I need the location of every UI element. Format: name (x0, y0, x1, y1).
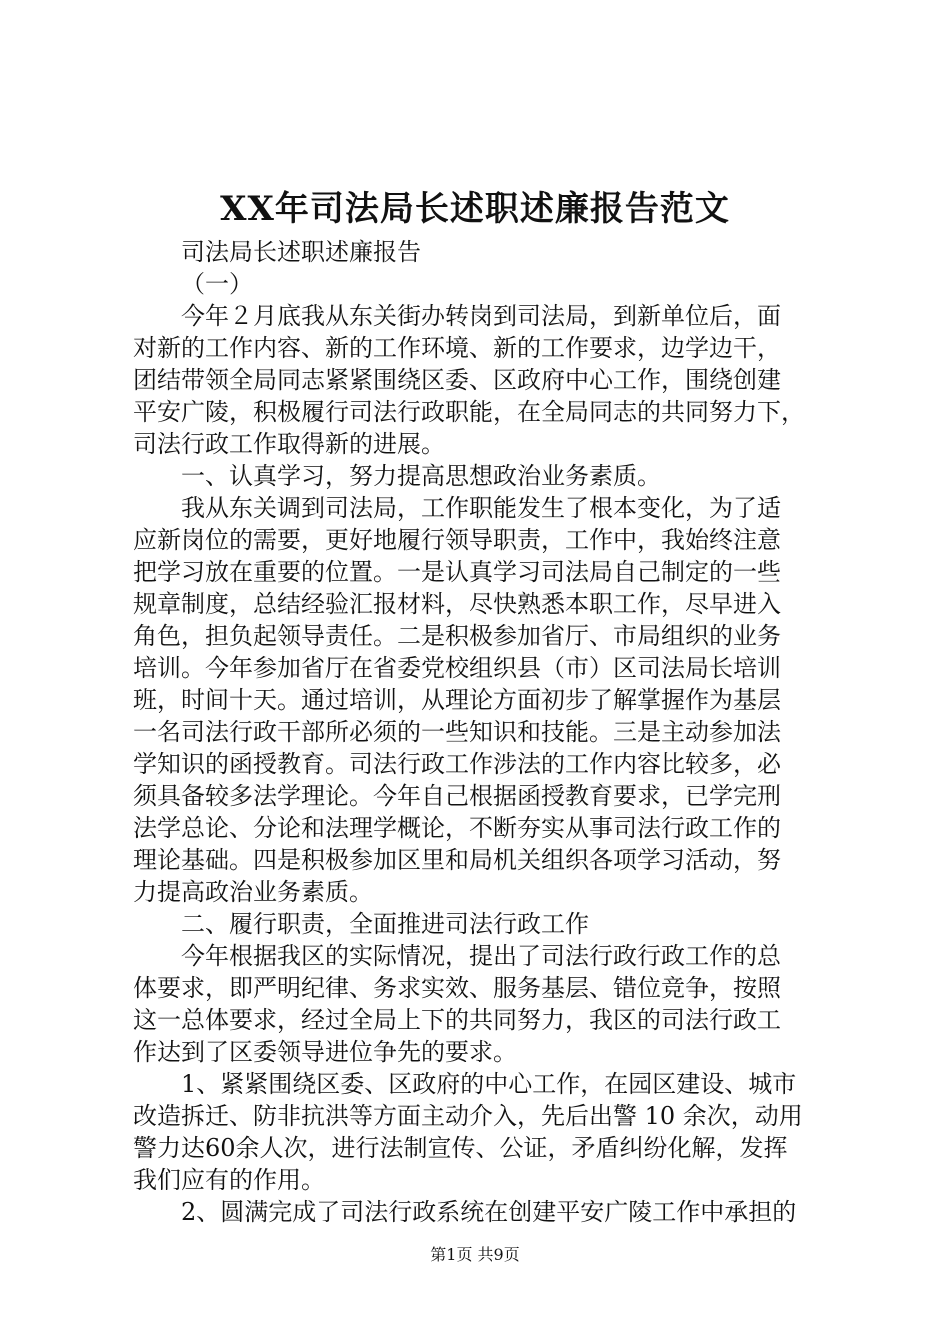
text-line: 规章制度，总结经验汇报材料，尽快熟悉本职工作，尽早进入 (133, 590, 781, 618)
text-line: 培训。今年参加省厅在省委党校组织县（市）区司法局长培训 (133, 654, 781, 682)
text-line: 这一总体要求，经过全局上下的共同努力，我区的司法行政工 (133, 1006, 781, 1034)
text-line: 我从东关调到司法局，工作职能发生了根本变化，为了适 (181, 494, 781, 522)
text-line: 我们应有的作用。 (133, 1166, 325, 1194)
document-body (133, 236, 833, 1228)
text-line: 力提高政治业务素质。 (133, 878, 373, 906)
text-line: 把学习放在重要的位置。一是认真学习司法局自己制定的一些 (133, 558, 781, 586)
text-line: 司法局长述职述廉报告 (181, 238, 421, 266)
text-line: 角色，担负起领导责任。二是积极参加省厅、市局组织的业务 (133, 622, 781, 650)
text-line: 班，时间十天。通过培训，从理论方面初步了解掌握作为基层 (133, 686, 781, 714)
text-line: 今年根据我区的实际情况，提出了司法行政行政工作的总 (181, 942, 781, 970)
text-line: 2、圆满完成了司法行政系统在创建平安广陵工作中承担的 (181, 1198, 797, 1226)
text-line: 对新的工作内容、新的工作环境、新的工作要求，边学边干， (133, 334, 781, 362)
text-line: 法学总论、分论和法理学概论，不断夯实从事司法行政工作的 (133, 814, 781, 842)
section-heading: 一、认真学习，努力提高思想政治业务素质。 (181, 462, 661, 490)
text-line: （一） (181, 270, 253, 298)
text-line: 今年２月底我从东关街办转岗到司法局，到新单位后，面 (181, 302, 781, 330)
page-footer: 第1页 共9页 (430, 1245, 520, 1264)
text-line: 理论基础。四是积极参加区里和局机关组织各项学习活动，努 (133, 846, 781, 874)
text-line: 学知识的函授教育。司法行政工作涉法的工作内容比较多，必 (133, 750, 781, 778)
text-line: 1、紧紧围绕区委、区政府的中心工作，在园区建设、城市 (181, 1070, 797, 1098)
text-line: 改造拆迁、防非抗洪等方面主动介入，先后出警 10 余次，动用 (133, 1102, 803, 1130)
text-line: 司法行政工作取得新的进展。 (133, 430, 445, 458)
document-title: XX年司法局长述职述廉报告范文 (220, 189, 730, 229)
text-line: 平安广陵，积极履行司法行政职能，在全局同志的共同努力下， (133, 398, 805, 426)
text-line: 一名司法行政干部所必须的一些知识和技能。三是主动参加法 (133, 718, 781, 746)
section-heading: 二、履行职责，全面推进司法行政工作 (181, 910, 589, 938)
text-line: 体要求，即严明纪律、务求实效、服务基层、错位竞争，按照 (133, 974, 781, 1002)
text-line: 警力达60余人次，进行法制宣传、公证，矛盾纠纷化解，发挥 (133, 1134, 788, 1162)
text-line: 须具备较多法学理论。今年自己根据函授教育要求，已学完刑 (133, 782, 781, 810)
text-line: 应新岗位的需要，更好地履行领导职责，工作中，我始终注意 (133, 526, 781, 554)
text-line: 团结带领全局同志紧紧围绕区委、区政府中心工作，围绕创建 (133, 366, 781, 394)
text-line: 作达到了区委领导进位争先的要求。 (133, 1038, 517, 1066)
